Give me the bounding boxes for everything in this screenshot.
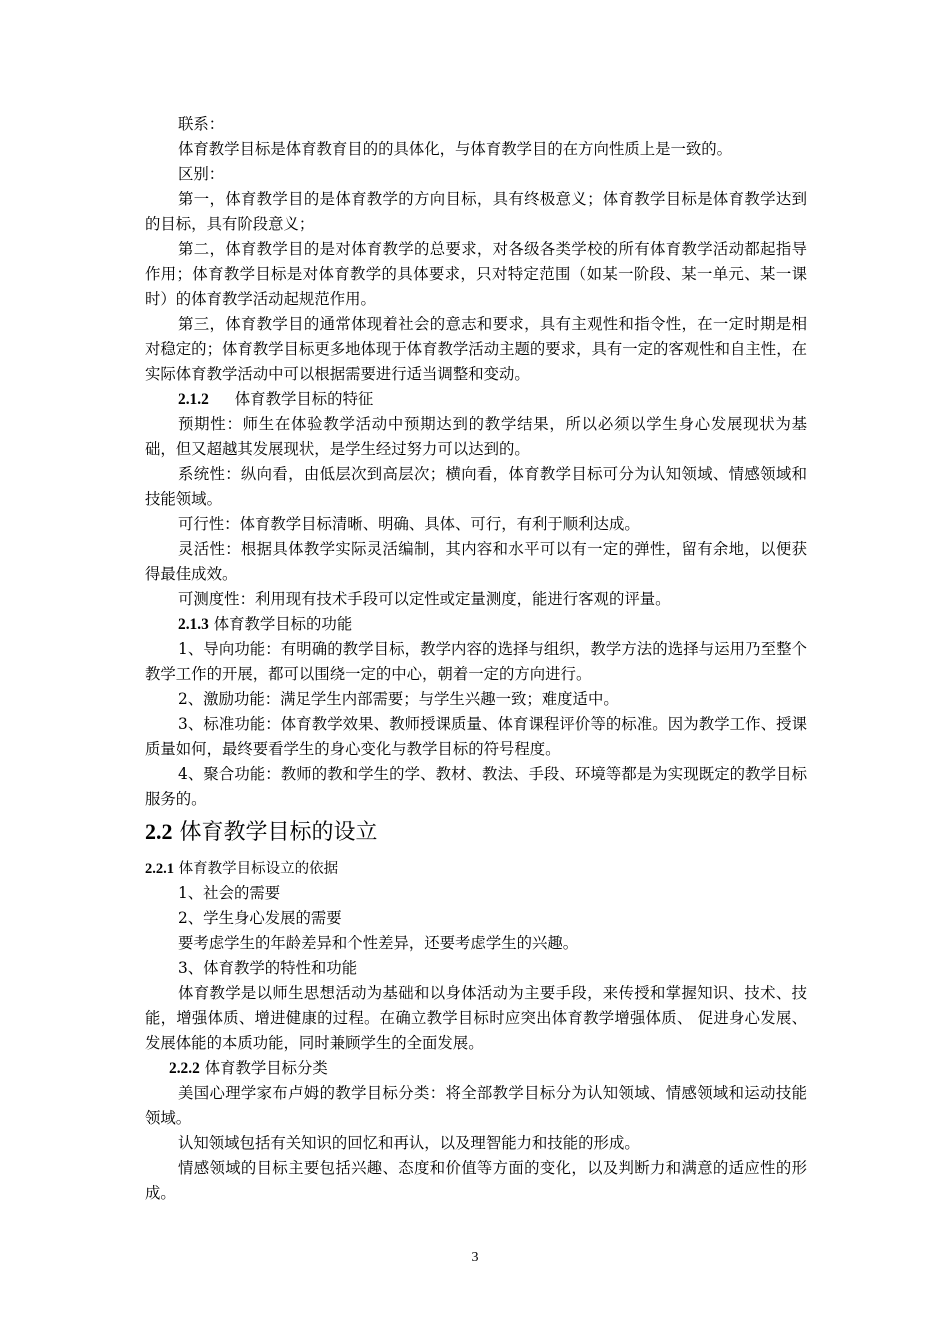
paragraph: 3、标准功能：体育教学效果、教师授课质量、体育课程评价等的标准。因为教学工作、授课质量如何，最终要看学生的身心变化与教学目标的符号程度。 xyxy=(145,715,807,758)
paragraph: 区别： xyxy=(178,165,225,183)
paragraph: 第二，体育教学目的是对体育教学的总要求，对各级各类学校的所有体育教学活动都起指导作用；体育教学目标是对体育教学的具体要求，只对特定范围（如某一阶段、某一单元、某一课时）的体育教学活动起规范作用。 xyxy=(145,240,807,308)
paragraph: 1、导向功能：有明确的教学目标，教学内容的选择与组织，教学方法的选择与运用乃至整个教学工作的开展，都可以围绕一定的中心，朝着一定的方向进行。 xyxy=(145,640,807,683)
paragraph: 情感领域的目标主要包括兴趣、态度和价值等方面的变化，以及判断力和满意的适应性的形成。 xyxy=(145,1159,807,1202)
paragraph: 4、聚合功能：教师的教和学生的学、教材、教法、手段、环境等都是为实现既定的教学目标服务的。 xyxy=(145,765,807,808)
section-title: 体育教学目标的功能 xyxy=(213,615,353,633)
section-heading-2-2 xyxy=(145,816,807,849)
paragraph: 2、学生身心发展的需要 xyxy=(178,909,342,927)
section-title: 体育教学目标的特征 xyxy=(234,390,374,408)
paragraph: 预期性：师生在体验教学活动中预期达到的教学结果，所以必须以学生身心发展现状为基础，但又超越其发展现状，是学生经过努力可以达到的。 xyxy=(145,415,807,458)
section-title: 体育教学目标分类 xyxy=(204,1059,328,1077)
section-title: 体育教学目标设立的依据 xyxy=(178,861,339,877)
paragraph: 3、体育教学的特性和功能 xyxy=(178,959,358,977)
paragraph: 联系： xyxy=(178,115,225,133)
section-number: 2.1.3 xyxy=(178,616,209,633)
page-content xyxy=(145,112,807,1206)
subheading-2-2-1 xyxy=(145,857,807,881)
paragraph: 认知领域包括有关知识的回忆和再认，以及理智能力和技能的形成。 xyxy=(178,1134,640,1152)
paragraph: 要考虑学生的年龄差异和个性差异，还要考虑学生的兴趣。 xyxy=(178,934,579,952)
section-number: 2.2.2 xyxy=(169,1060,200,1077)
page-number: 3 xyxy=(471,1250,479,1265)
subheading-2-1-2 xyxy=(145,387,807,412)
section-number: 2.1.2 xyxy=(178,391,209,408)
section-title: 体育教学目标的设立 xyxy=(179,820,378,845)
paragraph: 第一，体育教学目的是体育教学的方向目标，具有终极意义；体育教学目标是体育教学达到的目标，具有阶段意义； xyxy=(145,190,807,233)
paragraph: 2、激励功能：满足学生内部需要；与学生兴趣一致；难度适中。 xyxy=(178,690,619,708)
paragraph: 可行性：体育教学目标清晰、明确、具体、可行，有利于顺利达成。 xyxy=(178,515,640,533)
paragraph: 体育教学是以师生思想活动为基础和以身体活动为主要手段，来传授和掌握知识、技术、技能，增强体质、增进健康的过程。在确立教学目标时应突出体育教学增强体质、 促进身心发展、发展体能的本质功能，同时兼顾学生的全面发展。 xyxy=(145,984,807,1052)
paragraph: 第三，体育教学目的通常体现着社会的意志和要求，具有主观性和指令性，在一定时期是相对稳定的；体育教学目标更多地体现于体育教学活动主题的要求，具有一定的客观性和自主性，在实际体育教学活动中可以根据需要进行适当调整和变动。 xyxy=(145,315,807,383)
paragraph: 体育教学目标是体育教育目的的具体化，与体育教学目的在方向性质上是一致的。 xyxy=(178,140,733,158)
subheading-2-2-2 xyxy=(145,1056,807,1081)
paragraph: 灵活性：根据具体教学实际灵活编制，其内容和水平可以有一定的弹性，留有余地，以便获得最佳成效。 xyxy=(145,540,807,583)
paragraph: 可测度性：利用现有技术手段可以定性或定量测度，能进行客观的评量。 xyxy=(178,590,671,608)
paragraph: 1、社会的需要 xyxy=(178,884,281,902)
paragraph: 美国心理学家布卢姆的教学目标分类：将全部教学目标分为认知领域、情感领域和运动技能领域。 xyxy=(145,1084,807,1127)
section-number: 2.2.1 xyxy=(145,861,174,877)
subheading-2-1-3 xyxy=(145,612,807,637)
paragraph: 系统性：纵向看，由低层次到高层次；横向看，体育教学目标可分为认知领域、情感领域和技能领域。 xyxy=(145,465,807,508)
section-number: 2.2 xyxy=(145,819,173,844)
